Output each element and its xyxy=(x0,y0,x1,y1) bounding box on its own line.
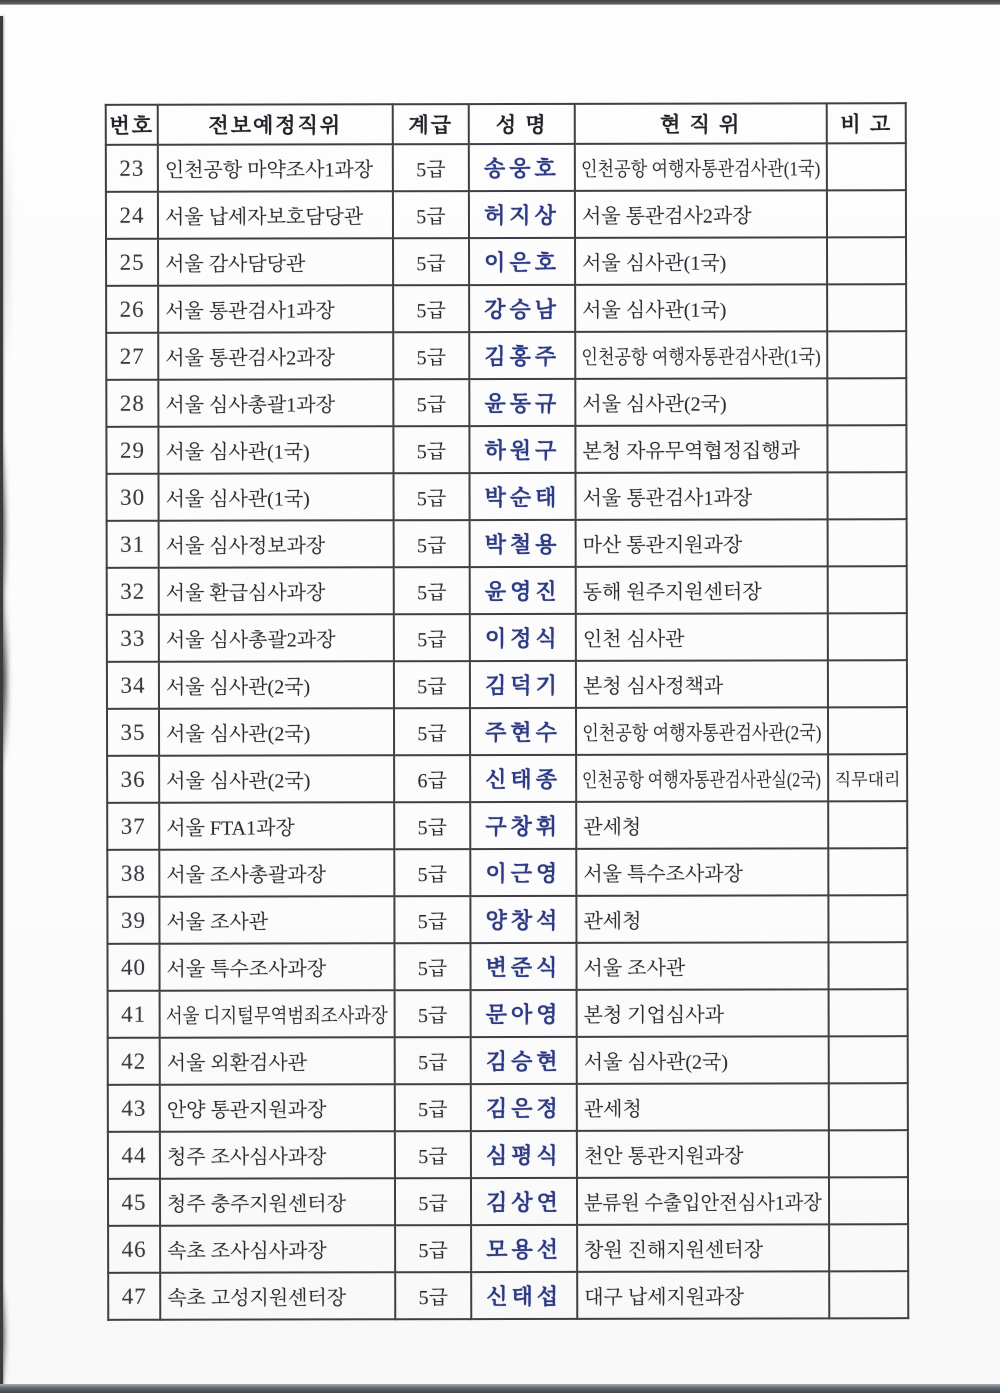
cell-current-position xyxy=(576,754,828,802)
cell-planned-position xyxy=(158,238,393,285)
cell-remarks xyxy=(829,1224,908,1271)
table-row xyxy=(106,190,906,239)
cell-row-number: 38 xyxy=(107,850,159,897)
personnel-transfer-table xyxy=(105,102,910,1321)
cell-current-position xyxy=(576,801,828,849)
cell-row-number: 42 xyxy=(108,1038,160,1085)
cell-name: 하원구 xyxy=(469,426,575,473)
cell-current-position xyxy=(577,989,829,1037)
cell-name: 주현수 xyxy=(470,708,576,755)
cell-row-number: 25 xyxy=(106,239,158,286)
cell-current-position-text: 서울 특수조사과장 xyxy=(583,863,743,886)
cell-current-position-text: 동해 원주지원센터장 xyxy=(582,581,762,604)
cell-planned-position xyxy=(160,1037,395,1084)
table-body xyxy=(106,143,908,1320)
cell-planned-position-text: 서울 조사관 xyxy=(166,911,269,934)
cell-name: 심평식 xyxy=(471,1131,577,1178)
cell-current-position xyxy=(576,942,828,990)
cell-name: 이은호 xyxy=(469,238,575,285)
cell-current-position-text: 본청 심사정책과 xyxy=(582,675,724,698)
cell-current-position-text: 서울 심사관(2국) xyxy=(583,1051,729,1074)
table-row xyxy=(106,331,906,380)
cell-remarks xyxy=(829,1036,908,1083)
cell-planned-position-text: 청주 조사심사과장 xyxy=(166,1146,327,1169)
cell-current-position-text: 창원 진해지원센터장 xyxy=(584,1239,764,1262)
cell-remarks-text: 직무대리 xyxy=(834,770,901,790)
cell-planned-position-text: 서울 디지털무역범죄조사과장 xyxy=(165,1005,388,1028)
scan-artifact-bottom-edge xyxy=(0,1384,1000,1393)
cell-current-position-text: 분류원 수출입안전심사1과장 xyxy=(583,1192,822,1215)
cell-name: 구창휘 xyxy=(470,802,576,849)
cell-planned-position xyxy=(159,708,394,755)
table-row xyxy=(107,472,907,521)
cell-remarks xyxy=(828,895,907,942)
cell-current-position xyxy=(577,1083,829,1131)
cell-current-position-text: 인천공항 여행자통관검사관(2국) xyxy=(582,722,822,745)
column-header-rank: 계급 xyxy=(393,104,469,144)
cell-row-number: 32 xyxy=(107,568,159,615)
cell-row-number: 40 xyxy=(107,944,159,991)
cell-name: 양창석 xyxy=(470,896,576,943)
cell-rank: 5급 xyxy=(395,1272,471,1319)
cell-planned-position xyxy=(158,332,393,379)
cell-current-position xyxy=(576,848,828,896)
cell-planned-position-text: 인천공항 마약조사1과장 xyxy=(164,159,374,182)
column-header-number: 번호 xyxy=(106,105,158,145)
table-row xyxy=(108,1083,908,1132)
cell-remarks xyxy=(827,331,906,378)
cell-name: 허지상 xyxy=(469,191,575,238)
cell-name: 김홍주 xyxy=(469,332,575,379)
cell-remarks xyxy=(829,989,908,1036)
cell-current-position-text: 서울 심사관(1국) xyxy=(582,252,727,275)
cell-remarks xyxy=(827,284,906,331)
cell-current-position xyxy=(575,284,827,332)
cell-current-position xyxy=(577,1036,829,1084)
column-header-name: 성 명 xyxy=(469,104,575,144)
cell-planned-position-text: 서울 심사정보과장 xyxy=(165,535,326,558)
cell-planned-position xyxy=(158,285,393,332)
cell-planned-position-text: 서울 환급심사과장 xyxy=(165,582,326,605)
cell-rank: 5급 xyxy=(394,849,470,896)
column-header-planned-position: 전보예정직위 xyxy=(158,104,393,144)
cell-name: 김승현 xyxy=(471,1037,577,1084)
cell-remarks xyxy=(829,1271,908,1318)
cell-planned-position xyxy=(159,849,394,896)
cell-planned-position xyxy=(159,567,394,614)
cell-planned-position xyxy=(158,426,393,473)
table-row xyxy=(107,613,907,662)
table-row xyxy=(108,1177,908,1226)
cell-planned-position-text: 서울 통관검사2과장 xyxy=(165,347,335,370)
cell-name: 박순태 xyxy=(470,473,576,520)
cell-row-number: 35 xyxy=(107,709,159,756)
cell-remarks xyxy=(827,472,906,519)
cell-row-number: 24 xyxy=(106,192,158,239)
cell-rank: 5급 xyxy=(395,1225,471,1272)
cell-planned-position-text: 서울 심사관(1국) xyxy=(165,441,310,464)
cell-planned-position-text: 서울 심사관(1국) xyxy=(165,488,310,511)
cell-current-position xyxy=(576,519,828,567)
scan-artifact-top-edge xyxy=(0,0,1000,5)
cell-remarks xyxy=(828,566,907,613)
cell-planned-position xyxy=(158,144,393,191)
cell-current-position-text: 서울 조사관 xyxy=(583,957,686,980)
cell-row-number: 45 xyxy=(108,1179,160,1226)
cell-remarks xyxy=(828,848,907,895)
cell-planned-position xyxy=(159,802,394,849)
cell-current-position-text: 인천 심사관 xyxy=(582,628,685,651)
table-row xyxy=(107,942,907,991)
cell-current-position-text: 인천공항 여행자통관검사관(1국) xyxy=(580,158,821,181)
cell-planned-position xyxy=(159,473,394,520)
cell-planned-position xyxy=(160,1225,395,1272)
cell-rank: 5급 xyxy=(393,144,469,191)
cell-remarks xyxy=(829,1083,908,1130)
cell-row-number: 23 xyxy=(106,145,158,192)
cell-current-position-text: 관세청 xyxy=(583,1098,642,1121)
cell-rank: 5급 xyxy=(394,567,470,614)
cell-current-position xyxy=(575,237,827,285)
cell-current-position xyxy=(576,472,828,520)
cell-current-position xyxy=(576,660,828,708)
cell-current-position-text: 관세청 xyxy=(583,910,642,933)
cell-remarks xyxy=(828,519,907,566)
cell-remarks xyxy=(829,1177,908,1224)
cell-rank: 5급 xyxy=(393,426,469,473)
cell-current-position-text: 본청 자유무역협정집행과 xyxy=(582,440,801,463)
cell-current-position xyxy=(577,1271,829,1319)
table-row xyxy=(108,989,908,1038)
cell-row-number: 26 xyxy=(106,286,158,333)
table-row xyxy=(108,1130,908,1179)
cell-rank: 5급 xyxy=(394,661,470,708)
cell-rank: 5급 xyxy=(395,1178,471,1225)
cell-name: 박철용 xyxy=(470,520,576,567)
cell-current-position xyxy=(577,1177,829,1225)
cell-remarks xyxy=(828,801,907,848)
cell-current-position xyxy=(577,1224,829,1272)
cell-planned-position-text: 서울 감사담당관 xyxy=(165,253,306,276)
cell-planned-position-text: 서울 심사총괄2과장 xyxy=(165,629,336,652)
cell-planned-position-text: 서울 외환검사관 xyxy=(166,1052,308,1075)
cell-rank: 5급 xyxy=(395,1131,471,1178)
cell-row-number: 33 xyxy=(107,615,159,662)
table-row xyxy=(108,1036,908,1085)
cell-name: 문아영 xyxy=(471,990,577,1037)
cell-current-position-text: 인천공항 여행자통관검사관실(2국) xyxy=(581,769,822,792)
table-row xyxy=(108,1271,908,1320)
table-row xyxy=(106,237,906,286)
cell-planned-position-text: 서울 특수조사과장 xyxy=(166,958,327,981)
cell-name: 변준식 xyxy=(470,943,576,990)
cell-row-number: 43 xyxy=(108,1085,160,1132)
cell-name: 송웅호 xyxy=(469,144,575,191)
cell-current-position xyxy=(576,707,828,755)
cell-rank: 5급 xyxy=(395,1037,471,1084)
cell-remarks xyxy=(828,613,907,660)
table-row xyxy=(107,754,907,803)
cell-planned-position-text: 안양 통관지원과장 xyxy=(166,1099,327,1122)
cell-rank: 5급 xyxy=(393,191,469,238)
cell-remarks xyxy=(827,425,906,472)
cell-current-position xyxy=(575,378,827,426)
cell-row-number: 46 xyxy=(108,1226,160,1273)
cell-rank: 5급 xyxy=(394,943,470,990)
table-row xyxy=(107,895,907,944)
cell-planned-position xyxy=(158,379,393,426)
table-row xyxy=(107,519,907,568)
table-row xyxy=(106,425,906,474)
cell-current-position xyxy=(575,190,827,238)
column-header-current-position: 현 직 위 xyxy=(575,103,827,144)
cell-row-number: 39 xyxy=(107,897,159,944)
cell-current-position-text: 대구 납세지원과장 xyxy=(584,1286,744,1309)
cell-row-number: 29 xyxy=(106,427,158,474)
cell-rank: 5급 xyxy=(393,332,469,379)
cell-current-position xyxy=(576,613,828,661)
cell-remarks xyxy=(828,942,907,989)
cell-planned-position-text: 서울 심사관(2국) xyxy=(166,723,311,746)
cell-planned-position xyxy=(160,1178,395,1225)
cell-planned-position-text: 속초 고성지원센터장 xyxy=(167,1287,347,1310)
cell-rank: 5급 xyxy=(394,896,470,943)
table-row xyxy=(106,378,906,427)
cell-remarks xyxy=(827,143,906,190)
table-row xyxy=(107,848,907,897)
cell-current-position-text: 천안 통관지원과장 xyxy=(583,1145,744,1168)
cell-planned-position-text: 서울 FTA1과장 xyxy=(166,817,295,840)
table-row xyxy=(107,566,907,615)
cell-planned-position-text: 서울 심사관(2국) xyxy=(166,770,311,793)
cell-planned-position xyxy=(160,1084,395,1131)
cell-planned-position-text: 서울 조사총괄과장 xyxy=(166,864,326,887)
cell-name: 윤영진 xyxy=(470,567,576,614)
cell-planned-position xyxy=(158,191,393,238)
cell-name: 김상연 xyxy=(471,1178,577,1225)
cell-row-number: 37 xyxy=(107,803,159,850)
table-row xyxy=(107,660,907,709)
cell-name: 이근영 xyxy=(470,849,576,896)
cell-rank: 6급 xyxy=(394,755,470,802)
cell-name: 모용선 xyxy=(471,1225,577,1272)
cell-current-position xyxy=(575,331,827,379)
cell-row-number: 36 xyxy=(107,756,159,803)
cell-remarks xyxy=(828,707,907,754)
cell-remarks xyxy=(827,378,906,425)
cell-planned-position-text: 청주 충주지원센터장 xyxy=(167,1193,346,1216)
cell-rank: 5급 xyxy=(394,614,470,661)
cell-rank: 5급 xyxy=(394,520,470,567)
cell-name: 신태섭 xyxy=(471,1272,577,1319)
cell-name: 윤동규 xyxy=(469,379,575,426)
cell-current-position xyxy=(576,895,828,943)
cell-name: 이정식 xyxy=(470,614,576,661)
cell-row-number: 41 xyxy=(108,991,160,1038)
cell-planned-position xyxy=(159,520,394,567)
scan-artifact-left-edge xyxy=(0,16,3,1393)
cell-row-number: 30 xyxy=(107,474,159,521)
cell-planned-position-text: 서울 납세자보호담당관 xyxy=(164,206,364,229)
cell-row-number: 34 xyxy=(107,662,159,709)
table-row xyxy=(107,801,907,850)
cell-rank: 5급 xyxy=(395,990,471,1037)
cell-rank: 5급 xyxy=(393,379,469,426)
cell-rank: 5급 xyxy=(393,285,469,332)
cell-current-position-text: 서울 통관검사2과장 xyxy=(581,205,752,228)
table-row xyxy=(106,284,906,333)
cell-planned-position xyxy=(160,990,395,1037)
cell-current-position-text: 마산 통관지원과장 xyxy=(582,534,743,557)
scan-smudge xyxy=(2,120,12,380)
cell-current-position-text: 서울 통관검사1과장 xyxy=(582,487,753,510)
cell-rank: 5급 xyxy=(394,802,470,849)
cell-name: 강승남 xyxy=(469,285,575,332)
cell-planned-position xyxy=(159,614,394,661)
cell-planned-position xyxy=(159,943,394,990)
cell-planned-position-text: 서울 심사총괄1과장 xyxy=(165,394,335,417)
cell-name: 김은정 xyxy=(471,1084,577,1131)
cell-row-number: 27 xyxy=(106,333,158,380)
cell-planned-position-text: 서울 통관검사1과장 xyxy=(165,300,335,323)
cell-row-number: 47 xyxy=(108,1273,160,1320)
cell-planned-position xyxy=(159,896,394,943)
cell-current-position-text: 서울 심사관(1국) xyxy=(582,299,727,322)
cell-remarks xyxy=(828,660,907,707)
cell-current-position xyxy=(577,1130,829,1178)
cell-remarks xyxy=(829,1130,908,1177)
cell-planned-position-text: 속초 조사심사과장 xyxy=(167,1240,327,1263)
cell-name: 김덕기 xyxy=(470,661,576,708)
cell-remarks xyxy=(827,190,906,237)
cell-rank: 5급 xyxy=(393,238,469,285)
cell-planned-position xyxy=(160,1272,395,1319)
cell-current-position xyxy=(575,425,827,473)
cell-current-position-text: 서울 심사관(2국) xyxy=(582,393,727,416)
cell-current-position-text: 인천공항 여행자통관검사관(1국) xyxy=(581,346,821,369)
cell-current-position-text: 관세청 xyxy=(583,816,642,839)
cell-rank: 5급 xyxy=(395,1084,471,1131)
cell-current-position xyxy=(575,143,827,191)
cell-row-number: 44 xyxy=(108,1132,160,1179)
cell-remarks xyxy=(828,754,907,801)
cell-row-number: 28 xyxy=(106,380,158,427)
cell-remarks xyxy=(827,237,906,284)
cell-planned-position xyxy=(159,755,394,802)
cell-name: 신태종 xyxy=(470,755,576,802)
table-row xyxy=(107,707,907,756)
cell-current-position xyxy=(576,566,828,614)
cell-planned-position xyxy=(160,1131,395,1178)
cell-current-position-text: 본청 기업심사과 xyxy=(583,1004,724,1027)
cell-planned-position xyxy=(159,661,394,708)
table-row xyxy=(108,1224,908,1273)
table-header-row xyxy=(106,103,906,145)
cell-rank: 5급 xyxy=(394,708,470,755)
column-header-remarks: 비 고 xyxy=(827,103,906,143)
cell-planned-position-text: 서울 심사관(2국) xyxy=(165,676,311,699)
cell-row-number: 31 xyxy=(107,521,159,568)
cell-rank: 5급 xyxy=(394,473,470,520)
table-row xyxy=(106,143,906,192)
